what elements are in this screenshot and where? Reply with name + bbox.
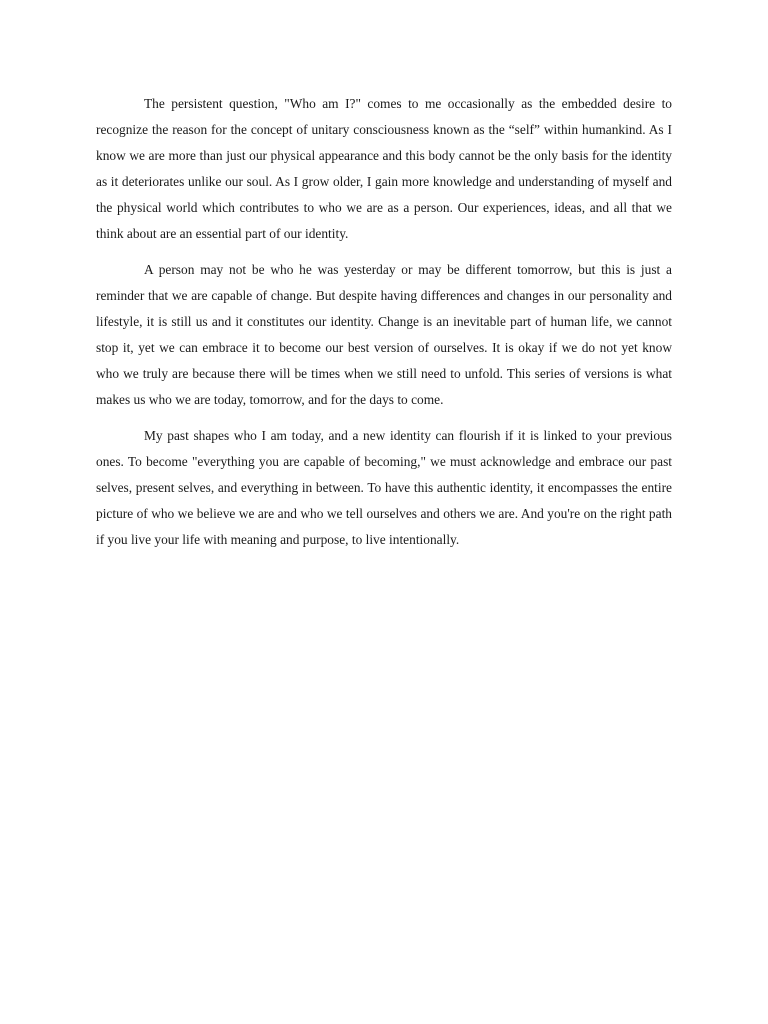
paragraph-1: The persistent question, "Who am I?" comes to me occasionally as the embedded desire to recognize the reason for the concept of unitary consciousness known as the “self” within humankind. As I know we are more than just our physical appearance and this body cannot be the only basis for the identity as it deteriorates unlike our soul. As I grow older, I gain more knowledge and understanding of myself and the physical world which contributes to who we are as a person. Our experiences, ideas, and all that we think about are an essential part of our identity.: [96, 96, 672, 241]
paragraph-2: A person may not be who he was yesterday or may be different tomorrow, but this is just a reminder that we are capable of change. But despite having differences and changes in our personality and lifestyle, it is still us and it constitutes our identity. Change is an inevitable part of human life, we cannot stop it, yet we can embrace it to become our best version of ourselves. It is okay if we do not yet know who we truly are because there will be times when we still need to unfold. This series of versions is what makes us who we are today, tomorrow, and for the days to come.: [96, 262, 672, 407]
document-body: [96, 91, 672, 563]
paragraph-3: My past shapes who I am today, and a new identity can flourish if it is linked to your previous ones. To become "everything you are capable of becoming," we must acknowledge and embrace our past selves, present selves, and everything in between. To have this authentic identity, it encompasses the entire picture of who we believe we are and who we tell ourselves and others we are. And you're on the right path if you live your life with meaning and purpose, to live intentionally.: [96, 428, 672, 547]
